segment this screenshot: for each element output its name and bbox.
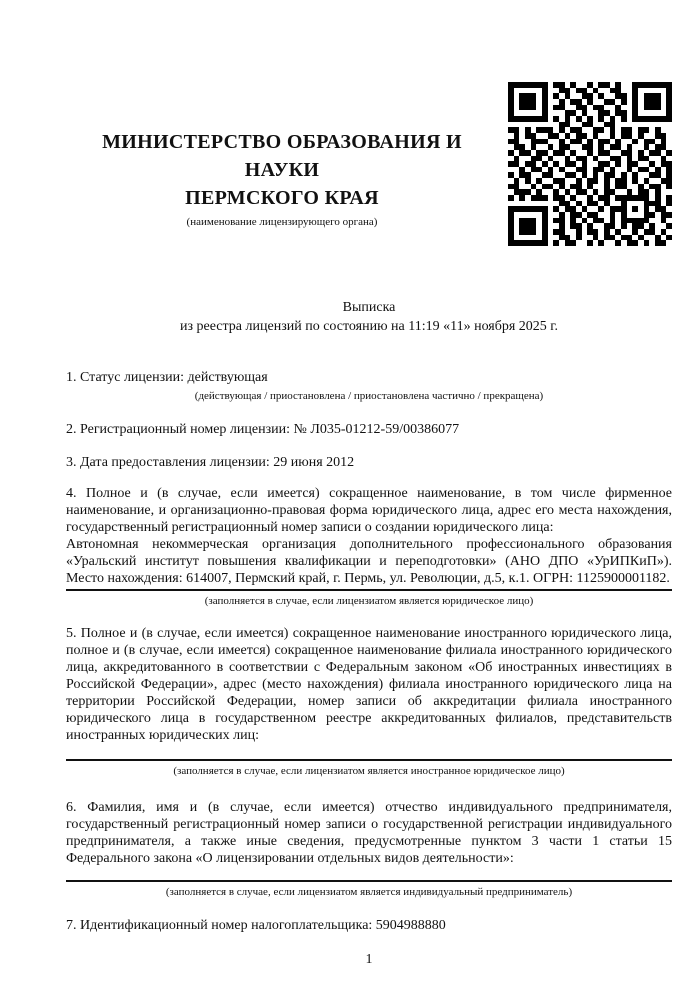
item-foreign-entity-text: 5. Полное и (в случае, если имеется) сокращенное наименование иностранного юридического лица, полное и (в случае, если имеется) сокращенное наименование филиала иностранного юридического лица, аккредитованного в соответствии с Федеральным законом «Об иностранных инвестициях в Российской Федерации», адрес (место нахождения) филиала иностранного юридического лица на территории Российской Федерации, номер записи об аккредитации филиала иностранного юридического лица в государственном реестре аккредитованных филиалов, представительств иностранных юридических лиц:	[66, 626, 672, 743]
item-foreign-entity-note: (заполняется в случае, если лицензиатом является иностранное юридическое лицо)	[173, 765, 565, 777]
item-registration-number-text: 2. Регистрационный номер лицензии: № Л035-01212-59/00386077	[66, 422, 460, 437]
item-legal-entity-text: 4. Полное и (в случае, если имеется) сокращенное наименование, в том числе фирменное наименование, и организационно-правовая форма юридического лица, адрес его места нахождения, государственный регистрационный номер записи о создании юридического лица:	[66, 486, 672, 535]
item-license-status-note: (действующая / приостановлена / приостановлена частично / прекращена)	[194, 390, 544, 402]
page-number: 1	[365, 952, 373, 967]
item-individual-entrepreneur	[66, 799, 672, 900]
item-license-status	[66, 369, 672, 404]
item-individual-entrepreneur-note: (заполняется в случае, если лицензиатом является индивидуальный предприниматель)	[165, 886, 573, 898]
answer-underline	[66, 759, 672, 761]
answer-underline	[66, 589, 672, 591]
item-license-status-text: 1. Статус лицензии: действующая	[66, 370, 268, 385]
item-legal-entity	[66, 485, 672, 609]
document-title-line2: из реестра лицензий по состоянию на 11:19 «11» ноября 2025 г.	[180, 319, 558, 334]
document-title	[66, 298, 672, 336]
qr-code-icon	[508, 82, 672, 246]
item-taxpayer-number	[66, 917, 672, 934]
ministry-name-line2: ПЕРМСКОГО КРАЯ	[185, 187, 379, 209]
item-legal-entity-note: (заполняется в случае, если лицензиатом является юридическое лицо)	[204, 595, 534, 607]
document-title-line1: Выписка	[342, 300, 396, 315]
ministry-name-line1: МИНИСТЕРСТВО ОБРАЗОВАНИЯ И НАУКИ	[102, 131, 462, 181]
item-registration-number	[66, 421, 672, 438]
licensing-authority-block	[66, 128, 498, 229]
item-individual-entrepreneur-text: 6. Фамилия, имя и (в случае, если имеется) отчество индивидуального предпринимателя, государственный регистрационный номер записи о государственной регистрации индивидуального предпринимателя, а также иные сведения, предусмотренные пунктом 3 части 1 статьи 15 Федерального закона «О лицензировании отдельных видов деятельности»:	[66, 800, 672, 866]
item-taxpayer-number-text: 7. Идентификационный номер налогоплательщика: 5904988880	[66, 918, 446, 933]
document-header	[66, 0, 672, 246]
item-legal-entity-answer: Автономная некоммерческая организация дополнительного профессионального образования «Уральский институт повышения квалификации и переподготовки» (АНО ДПО «УрИПКиП»). Место нахождения: 614007, Пермский край, г. Пермь, ул. Революции, д.5, к.1. ОГРН: 1125900001182.	[66, 537, 672, 586]
item-license-date	[66, 454, 672, 471]
item-license-date-text: 3. Дата предоставления лицензии: 29 июня 2012	[66, 455, 355, 470]
answer-underline	[66, 880, 672, 882]
item-foreign-entity	[66, 625, 672, 779]
ministry-caption: (наименование лицензирующего органа)	[186, 216, 378, 228]
